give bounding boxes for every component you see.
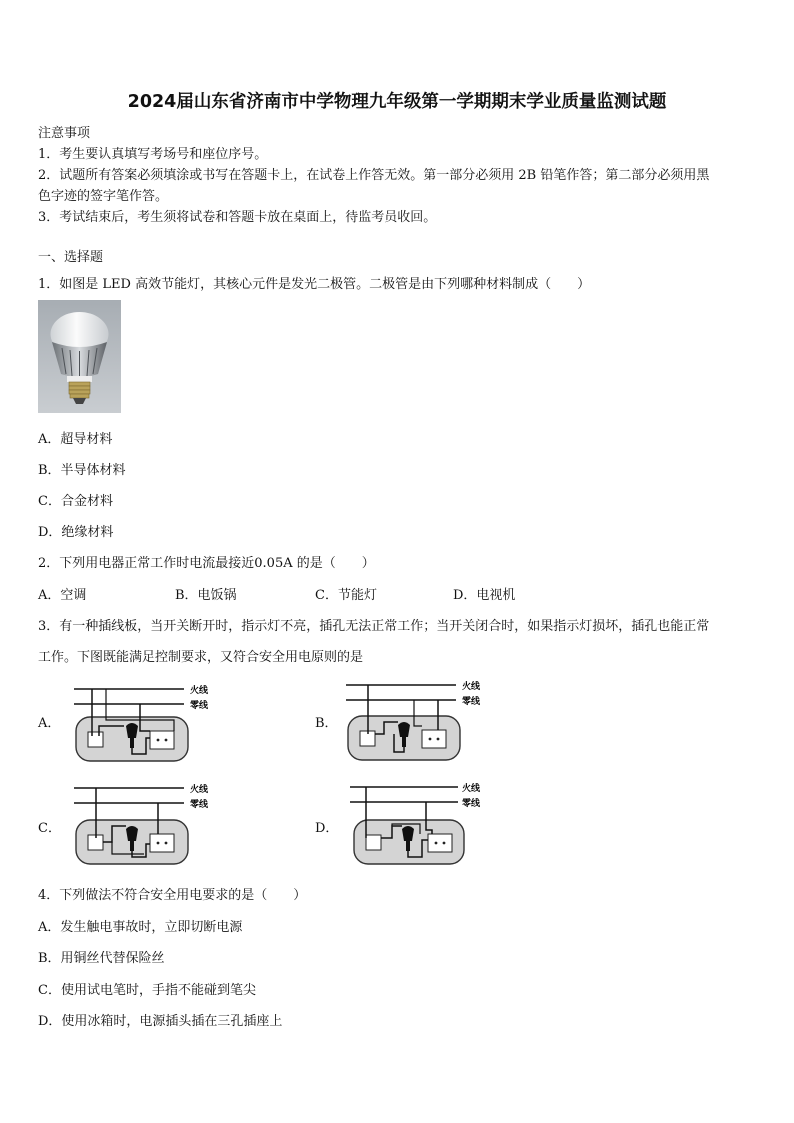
question-4-option-b: B．用铜丝代替保险丝	[38, 951, 165, 966]
question-1-option-d: D．绝缘材料	[38, 525, 114, 540]
question-2-stem: 2．下列用电器正常工作时电流最接近0.05A 的是（ ）	[38, 556, 375, 571]
live-wire-label: 火线	[190, 686, 209, 696]
question-3-stem-line-2: 工作。下图既能满足控制要求，又符合安全用电原则的是	[38, 650, 364, 665]
question-4-option-c: C．使用试电笔时，手指不能碰到笔尖	[38, 983, 256, 998]
circuit-diagram-d	[342, 780, 492, 870]
question-4-stem: 4．下列做法不符合安全用电要求的是（ ）	[38, 888, 307, 903]
live-wire-label: 火线	[462, 784, 481, 794]
question-3-option-b-label: B．	[315, 716, 338, 731]
question-1-option-a: A．超导材料	[38, 432, 113, 447]
circuit-diagram-c	[66, 782, 216, 872]
question-1-option-b: B．半导体材料	[38, 463, 126, 478]
notice-item-3: 3．考试结束后，考生须将试卷和答题卡放在桌面上，待监考员收回。	[38, 210, 437, 225]
neutral-wire-label: 零线	[462, 697, 481, 707]
notice-item-1: 1．考生要认真填写考场号和座位序号。	[38, 147, 268, 162]
notice-item-2: 2．试题所有答案必须填涂或书写在答题卡上，在试卷上作答无效。第一部分必须用 2B 铅笔作答；第二部分必须用黑	[38, 168, 710, 183]
question-2-option-a: A．空调	[38, 588, 87, 603]
circuit-diagram-b	[338, 676, 488, 766]
question-3-option-c-label: C．	[38, 821, 61, 836]
question-3-stem-line-1: 3．有一种插线板，当开关断开时，指示灯不亮，插孔无法正常工作；当开关闭合时，如果指示灯损坏，插孔也能正常	[38, 619, 710, 634]
neutral-wire-label: 零线	[190, 800, 209, 810]
neutral-wire-label: 零线	[190, 701, 209, 711]
question-1-option-c: C．合金材料	[38, 494, 113, 509]
notice-heading: 注意事项	[38, 126, 91, 141]
question-1-stem: 1．如图是 LED 高效节能灯，其核心元件是发光二极管。二极管是由下列哪种材料制成（ ）	[38, 277, 591, 292]
question-2-option-c: C．节能灯	[315, 588, 377, 603]
circuit-diagram-a	[66, 676, 216, 766]
section-heading: 一、选择题	[38, 250, 104, 265]
question-4-option-d: D．使用冰箱时，电源插头插在三孔插座上	[38, 1014, 283, 1029]
live-wire-label: 火线	[190, 785, 209, 795]
led-bulb-image	[38, 300, 121, 413]
neutral-wire-label: 零线	[462, 799, 481, 809]
question-3-option-d-label: D．	[315, 821, 339, 836]
question-2-option-b: B．电饭锅	[175, 588, 237, 603]
question-3-option-a-label: A．	[38, 716, 61, 731]
question-2-option-d: D．电视机	[453, 588, 516, 603]
page-title: 2024届山东省济南市中学物理九年级第一学期期末学业质量监测试题	[127, 92, 667, 112]
live-wire-label: 火线	[462, 682, 481, 692]
notice-item-2-cont: 色字迹的签字笔作答。	[38, 189, 169, 204]
question-4-option-a: A．发生触电事故时，立即切断电源	[38, 920, 243, 935]
